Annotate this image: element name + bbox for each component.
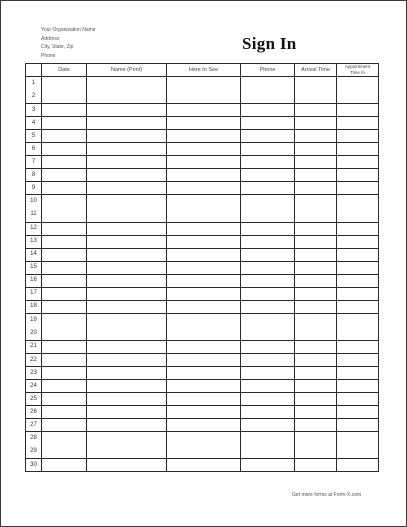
row-number: 23: [30, 369, 37, 376]
phone-cell[interactable]: [241, 274, 295, 287]
row-number: 4: [31, 119, 36, 126]
here-to-see-cell[interactable]: [167, 393, 241, 406]
date-cell[interactable]: [42, 77, 87, 104]
table-row: [26, 248, 379, 261]
time-in-cell[interactable]: [337, 419, 379, 432]
name-cell[interactable]: [87, 169, 167, 182]
table-row: [26, 77, 379, 104]
name-cell[interactable]: [87, 143, 167, 156]
date-cell[interactable]: [42, 169, 87, 182]
date-cell[interactable]: [42, 156, 87, 169]
arrival-time-cell[interactable]: [295, 182, 337, 195]
row-number-cell: [26, 393, 42, 406]
row-number: 10: [30, 198, 37, 205]
name-column-header: Name (Print): [87, 64, 167, 77]
here-to-see-cell[interactable]: [167, 300, 241, 313]
arrival-time-cell[interactable]: [295, 380, 337, 393]
row-number: 16: [30, 277, 37, 284]
date-cell[interactable]: [42, 393, 87, 406]
time-in-cell[interactable]: [337, 104, 379, 117]
row-number-cell: [26, 235, 42, 248]
date-cell[interactable]: [42, 459, 87, 472]
row-number: 22: [30, 356, 37, 363]
here-to-see-cell[interactable]: [167, 459, 241, 472]
phone-column-header: Phone: [241, 64, 295, 77]
time-in-cell[interactable]: [337, 432, 379, 459]
phone-cell[interactable]: [241, 248, 295, 261]
phone-cell[interactable]: [241, 300, 295, 313]
row-number-cell: [26, 380, 42, 393]
row-number-cell: [26, 182, 42, 195]
date-cell[interactable]: [42, 432, 87, 459]
arrival-time-cell[interactable]: [295, 222, 337, 235]
row-number: 15: [30, 264, 37, 271]
row-number-cell: [26, 300, 42, 313]
time-in-cell[interactable]: [337, 195, 379, 222]
phone-cell[interactable]: [241, 77, 295, 104]
row-number-cell: [26, 104, 42, 117]
time-in-cell[interactable]: [337, 156, 379, 169]
organization-name: Your Organization Name: [41, 27, 96, 33]
name-cell[interactable]: [87, 380, 167, 393]
date-cell[interactable]: [42, 222, 87, 235]
time-in-cell[interactable]: [337, 235, 379, 248]
arrival-time-cell[interactable]: [295, 274, 337, 287]
table-row: [26, 195, 379, 222]
time-in-cell[interactable]: [337, 459, 379, 472]
name-cell[interactable]: [87, 419, 167, 432]
here-to-see-cell[interactable]: [167, 195, 241, 222]
here-to-see-cell[interactable]: [167, 130, 241, 143]
date-cell[interactable]: [42, 195, 87, 222]
date-cell[interactable]: [42, 419, 87, 432]
date-cell[interactable]: [42, 261, 87, 274]
phone-cell[interactable]: [241, 419, 295, 432]
date-cell[interactable]: [42, 104, 87, 117]
footer-note: Get more forms at Form-X.com: [292, 492, 362, 498]
phone-cell[interactable]: [241, 195, 295, 222]
here-to-see-cell[interactable]: [167, 143, 241, 156]
table-row: [26, 104, 379, 117]
time-in-cell[interactable]: [337, 222, 379, 235]
table-row: [26, 393, 379, 406]
arrival-time-cell[interactable]: [295, 169, 337, 182]
row-number: 30: [30, 461, 37, 468]
here-to-see-cell[interactable]: [167, 156, 241, 169]
date-cell[interactable]: [42, 143, 87, 156]
row-number-cell: [26, 353, 42, 366]
here-to-see-cell[interactable]: [167, 353, 241, 366]
row-number: 8: [31, 171, 36, 178]
table-row: [26, 432, 379, 459]
time-in-cell[interactable]: [337, 143, 379, 156]
time-in-cell[interactable]: [337, 261, 379, 274]
time-in-cell[interactable]: [337, 393, 379, 406]
row-number-cell: [26, 130, 42, 143]
row-number: 24: [30, 382, 37, 389]
row-number: 21: [30, 343, 37, 350]
time-in-cell[interactable]: [337, 380, 379, 393]
name-cell[interactable]: [87, 156, 167, 169]
here-to-see-cell[interactable]: [167, 169, 241, 182]
phone-cell[interactable]: [241, 459, 295, 472]
table-row: [26, 169, 379, 182]
organization-address: Address: [41, 35, 60, 42]
here-to-see-cell[interactable]: [167, 367, 241, 380]
here-to-see-cell[interactable]: [167, 77, 241, 104]
name-cell[interactable]: [87, 261, 167, 274]
table-row: [26, 406, 379, 419]
phone-cell[interactable]: [241, 156, 295, 169]
row-number-cell: [26, 313, 42, 340]
table-row: [26, 340, 379, 353]
row-number: 2: [31, 93, 36, 100]
table-row: [26, 261, 379, 274]
name-cell[interactable]: [87, 459, 167, 472]
arrival-time-cell[interactable]: [295, 143, 337, 156]
time-in-cell[interactable]: [337, 287, 379, 300]
table-body: [26, 77, 379, 472]
row-number: 13: [30, 238, 37, 245]
name-cell[interactable]: [87, 367, 167, 380]
table-row: [26, 143, 379, 156]
row-number-cell: [26, 340, 42, 353]
date-cell[interactable]: [42, 287, 87, 300]
row-number-cell: [26, 222, 42, 235]
name-cell[interactable]: [87, 248, 167, 261]
here-to-see-cell[interactable]: [167, 274, 241, 287]
phone-cell[interactable]: [241, 117, 295, 130]
here-to-see-cell[interactable]: [167, 406, 241, 419]
row-number: 26: [30, 408, 37, 415]
here-to-see-cell[interactable]: [167, 313, 241, 340]
row-number-cell: [26, 248, 42, 261]
table-row: [26, 380, 379, 393]
date-cell[interactable]: [42, 130, 87, 143]
date-cell[interactable]: [42, 248, 87, 261]
phone-cell[interactable]: [241, 393, 295, 406]
table-row: [26, 235, 379, 248]
row-number: 1: [31, 80, 36, 86]
row-number-cell: [26, 406, 42, 419]
phone-cell[interactable]: [241, 182, 295, 195]
row-number: 25: [30, 395, 37, 402]
page-title: Sign In: [242, 34, 297, 53]
arrival-time-column-header: Arrival Time: [295, 64, 337, 77]
phone-cell[interactable]: [241, 367, 295, 380]
date-cell[interactable]: [42, 274, 87, 287]
row-number: 12: [30, 225, 37, 232]
row-number: 20: [30, 329, 37, 336]
arrival-time-cell[interactable]: [295, 77, 337, 104]
name-cell[interactable]: [87, 77, 167, 104]
arrival-time-cell[interactable]: [295, 156, 337, 169]
row-number-cell: [26, 169, 42, 182]
date-cell[interactable]: [42, 353, 87, 366]
organization-phone: Phone: [41, 52, 56, 59]
date-cell[interactable]: [42, 300, 87, 313]
row-number: 9: [31, 184, 36, 191]
row-number: 7: [31, 158, 36, 165]
organization-info: [41, 26, 96, 60]
arrival-time-cell[interactable]: [295, 367, 337, 380]
row-number: 19: [30, 316, 37, 323]
row-number-cell: [26, 117, 42, 130]
time-in-cell[interactable]: [337, 406, 379, 419]
row-number-cell: [26, 195, 42, 222]
phone-cell[interactable]: [241, 169, 295, 182]
table-header-row: [26, 64, 379, 77]
table-row: [26, 367, 379, 380]
phone-cell[interactable]: [241, 340, 295, 353]
row-number: 5: [31, 132, 36, 139]
arrival-time-cell[interactable]: [295, 287, 337, 300]
time-in-cell[interactable]: [337, 340, 379, 353]
phone-cell[interactable]: [241, 261, 295, 274]
phone-cell[interactable]: [241, 380, 295, 393]
arrival-time-cell[interactable]: [295, 261, 337, 274]
phone-cell[interactable]: [241, 143, 295, 156]
time-in-cell[interactable]: [337, 353, 379, 366]
name-cell[interactable]: [87, 432, 167, 459]
phone-cell[interactable]: [241, 353, 295, 366]
arrival-time-cell[interactable]: [295, 353, 337, 366]
time-in-cell[interactable]: [337, 182, 379, 195]
row-number: 6: [31, 145, 36, 152]
arrival-time-cell[interactable]: [295, 300, 337, 313]
arrival-time-cell[interactable]: [295, 104, 337, 117]
table-row: [26, 287, 379, 300]
here-to-see-cell[interactable]: [167, 380, 241, 393]
table-row: [26, 117, 379, 130]
row-number-cell: [26, 143, 42, 156]
phone-cell[interactable]: [241, 222, 295, 235]
time-in-cell[interactable]: [337, 169, 379, 182]
arrival-time-cell[interactable]: [295, 130, 337, 143]
here-to-see-cell[interactable]: [167, 117, 241, 130]
arrival-time-cell[interactable]: [295, 432, 337, 459]
table-row: [26, 313, 379, 340]
date-column-header: Date: [42, 64, 87, 77]
time-in-column-header: [337, 64, 379, 77]
row-number-cell: [26, 261, 42, 274]
here-to-see-cell[interactable]: [167, 261, 241, 274]
here-to-see-cell[interactable]: [167, 182, 241, 195]
organization-city: City, State, Zip: [41, 44, 74, 50]
here-to-see-cell[interactable]: [167, 235, 241, 248]
row-number-cell: [26, 419, 42, 432]
date-cell[interactable]: [42, 182, 87, 195]
row-number-cell: [26, 432, 42, 459]
arrival-time-cell[interactable]: [295, 235, 337, 248]
name-cell[interactable]: [87, 182, 167, 195]
phone-cell[interactable]: [241, 235, 295, 248]
row-number: 11: [30, 211, 37, 218]
row-number: 28: [30, 435, 37, 442]
row-number-cell: [26, 274, 42, 287]
row-number-cell: [26, 459, 42, 472]
arrival-time-cell[interactable]: [295, 117, 337, 130]
phone-cell[interactable]: [241, 313, 295, 340]
name-cell[interactable]: [87, 353, 167, 366]
name-cell[interactable]: [87, 235, 167, 248]
name-cell[interactable]: [87, 222, 167, 235]
phone-cell[interactable]: [241, 432, 295, 459]
phone-cell[interactable]: [241, 406, 295, 419]
arrival-time-cell[interactable]: [295, 459, 337, 472]
row-number-cell: [26, 287, 42, 300]
row-number: 3: [31, 106, 36, 113]
date-cell[interactable]: [42, 367, 87, 380]
time-in-cell[interactable]: [337, 313, 379, 340]
row-number: 17: [30, 290, 37, 297]
time-in-cell[interactable]: [337, 130, 379, 143]
row-number: 14: [30, 251, 37, 258]
row-number: 18: [30, 303, 37, 310]
arrival-time-cell[interactable]: [295, 393, 337, 406]
row-number-cell: [26, 367, 42, 380]
date-cell[interactable]: [42, 313, 87, 340]
arrival-time-cell[interactable]: [295, 406, 337, 419]
name-cell[interactable]: [87, 117, 167, 130]
row-number-cell: [26, 156, 42, 169]
row-number: 29: [30, 448, 37, 455]
date-cell[interactable]: [42, 380, 87, 393]
arrival-time-cell[interactable]: [295, 248, 337, 261]
name-cell[interactable]: [87, 104, 167, 117]
name-cell[interactable]: [87, 287, 167, 300]
time-in-cell[interactable]: [337, 117, 379, 130]
name-cell[interactable]: [87, 130, 167, 143]
table-row: [26, 353, 379, 366]
here-to-see-cell[interactable]: [167, 222, 241, 235]
date-cell[interactable]: [42, 406, 87, 419]
table-row: [26, 419, 379, 432]
here-to-see-cell[interactable]: [167, 432, 241, 459]
time-in-cell[interactable]: [337, 248, 379, 261]
table-row: [26, 130, 379, 143]
arrival-time-cell[interactable]: [295, 195, 337, 222]
here-to-see-column-header: Here to See: [167, 64, 241, 77]
row-number-header: [26, 64, 42, 77]
name-cell[interactable]: [87, 406, 167, 419]
time-in-cell[interactable]: [337, 367, 379, 380]
here-to-see-cell[interactable]: [167, 287, 241, 300]
date-cell[interactable]: [42, 235, 87, 248]
table-row: [26, 156, 379, 169]
phone-cell[interactable]: [241, 287, 295, 300]
date-cell[interactable]: [42, 340, 87, 353]
row-number-cell: [26, 77, 42, 104]
time-in-cell[interactable]: [337, 274, 379, 287]
here-to-see-cell[interactable]: [167, 340, 241, 353]
row-number: 27: [30, 421, 37, 428]
name-cell[interactable]: [87, 274, 167, 287]
name-cell[interactable]: [87, 195, 167, 222]
table-row: [26, 459, 379, 472]
arrival-time-cell[interactable]: [295, 313, 337, 340]
here-to-see-cell[interactable]: [167, 419, 241, 432]
arrival-time-cell[interactable]: [295, 419, 337, 432]
here-to-see-cell[interactable]: [167, 104, 241, 117]
table-row: [26, 182, 379, 195]
name-cell[interactable]: [87, 313, 167, 340]
name-cell[interactable]: [87, 340, 167, 353]
appointment-label: Appointment: [344, 64, 371, 69]
table-row: [26, 300, 379, 313]
arrival-time-cell[interactable]: [295, 340, 337, 353]
here-to-see-cell[interactable]: [167, 248, 241, 261]
time-in-cell[interactable]: [337, 300, 379, 313]
time-in-cell[interactable]: [337, 77, 379, 104]
sign-in-table: [25, 63, 379, 472]
table-row: [26, 274, 379, 287]
table-row: [26, 222, 379, 235]
phone-cell[interactable]: [241, 130, 295, 143]
phone-cell[interactable]: [241, 104, 295, 117]
name-cell[interactable]: [87, 300, 167, 313]
date-cell[interactable]: [42, 117, 87, 130]
name-cell[interactable]: [87, 393, 167, 406]
time-in-label: Time In: [350, 70, 365, 75]
